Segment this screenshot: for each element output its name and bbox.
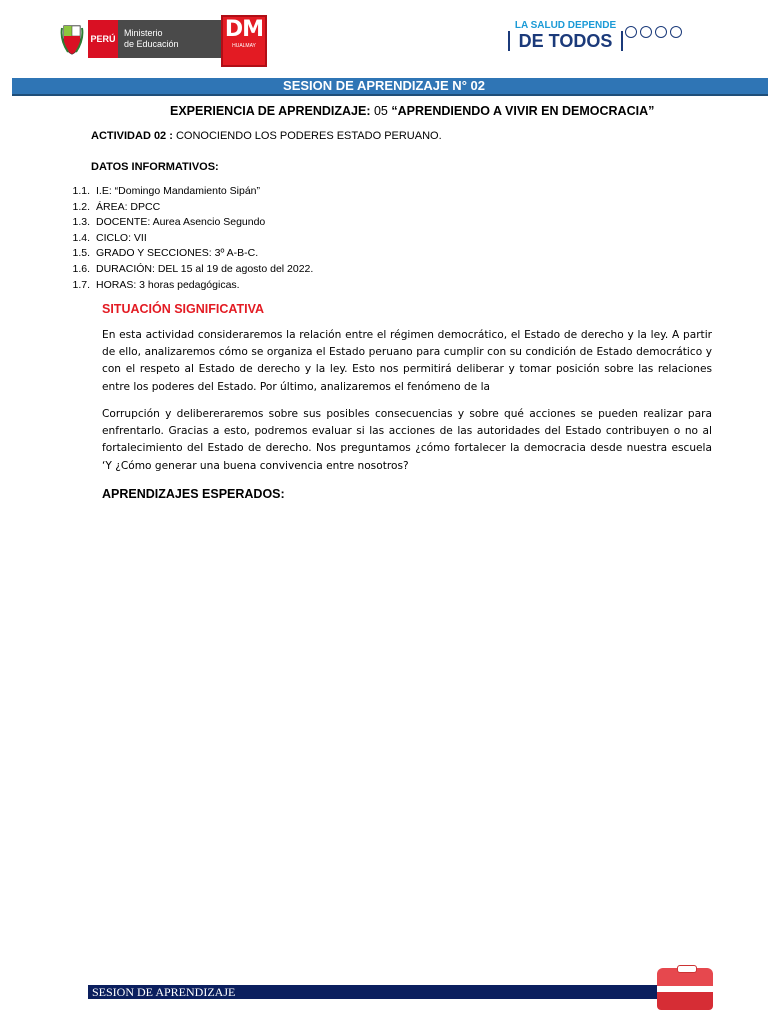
info-item [60,215,313,231]
info-item [60,200,313,216]
folder-flag-icon [657,968,713,1010]
no-contact-icon [670,26,682,38]
situacion-title: SITUACIÓN SIGNIFICATIVA [102,302,265,316]
salud-top-text: LA SALUD DEPENDE [514,20,617,31]
distance-icon [625,26,637,38]
info-num: 1.4. [72,231,90,244]
info-num: 1.6. [72,262,90,275]
dm-logo-text: DM [224,17,264,42]
experience-label: EXPERIENCIA DE APRENDIZAJE: [170,104,371,118]
dm-logo-subtext: HUALMAY [232,43,256,49]
ministry-logo [60,20,238,58]
handwash-icon [640,26,652,38]
experience-name: “APRENDIENDO A VIVIR EN DEMOCRACIA” [391,104,655,118]
mask-icon [655,26,667,38]
info-item [60,184,313,200]
ministry-name [118,20,238,58]
flag-bottom [657,992,713,1010]
paragraph-1: En esta actividad consideraremos la relación entre el régimen democrático, el Estado de derecho y la ley. A partir de ello, analizaremos cómo se organiza el Estado peruano para cumplir con su condición de Estado democrático y con el respeto al Estado de derecho y la ley. Esto nos permitirá deliberar y tomar posición sobre las relaciones entre los poderes del Estado. Por último, analizaremos el fenómeno de la [102,329,712,393]
salud-bottom-text: DE TODOS [508,31,623,51]
info-text: CICLO: VII [96,231,147,244]
ministry-line-1: Ministerio [124,28,163,38]
footer-text: SESION DE APRENDIZAJE [92,985,236,999]
datos-title: DATOS INFORMATIVOS: [91,161,219,173]
info-num: 1.2. [72,200,90,213]
health-icons [625,26,682,38]
info-item [60,278,313,294]
info-item [60,231,313,247]
coat-of-arms-icon [60,20,84,56]
info-num: 1.3. [72,216,90,229]
info-item [60,262,313,278]
info-text: GRADO Y SECCIONES: 3º A-B-C. [96,247,259,260]
paragraph-2: Corrupción y delibereraremos sobre sus posibles consecuencias y sobre qué acciones se pueden realizar para enfrentarlo. Gracias a esto, podremos evaluar si las acciones de las autoridades del Estado contribuyen o no al fortalecimiento del Estado de derecho. Nos preguntamos ¿cómo fortalecer la democracia desde nuestra escuela ‘Y ¿Cómo generar una buena convivencia entre nosotros? [102,408,712,472]
info-item [60,246,313,262]
ministry-line-2: de Educación [124,39,179,49]
info-text: DOCENTE: Aurea Asencio Segundo [96,216,266,229]
info-text: ÁREA: DPCC [96,200,161,213]
info-num: 1.7. [72,278,90,291]
activity-line [91,130,442,142]
info-text: HORAS: 3 horas pedagógicas. [96,278,240,291]
activity-text: CONOCIENDO LOS PODERES ESTADO PERUANO. [175,130,442,142]
dm-logo [221,15,267,67]
activity-label: ACTIVIDAD 02 : [91,130,173,142]
peru-label: PERÚ [88,20,118,58]
info-num: 1.1. [72,185,90,197]
experience-number: 05 [373,104,388,118]
flag-tab [677,965,697,973]
info-list [60,184,313,293]
salud-logo [508,20,623,52]
session-title: SESION DE APRENDIZAJE N° 02 [283,78,485,93]
info-text: DURACIÓN: DEL 15 al 19 de agosto del 2022. [96,262,314,275]
aprendizajes-title: APRENDIZAJES ESPERADOS: [102,487,285,501]
info-text: I.E: “Domingo Mandamiento Sipán” [96,185,260,197]
experience-line [170,104,654,118]
title-bar-underline [12,94,768,96]
info-num: 1.5. [72,247,90,260]
